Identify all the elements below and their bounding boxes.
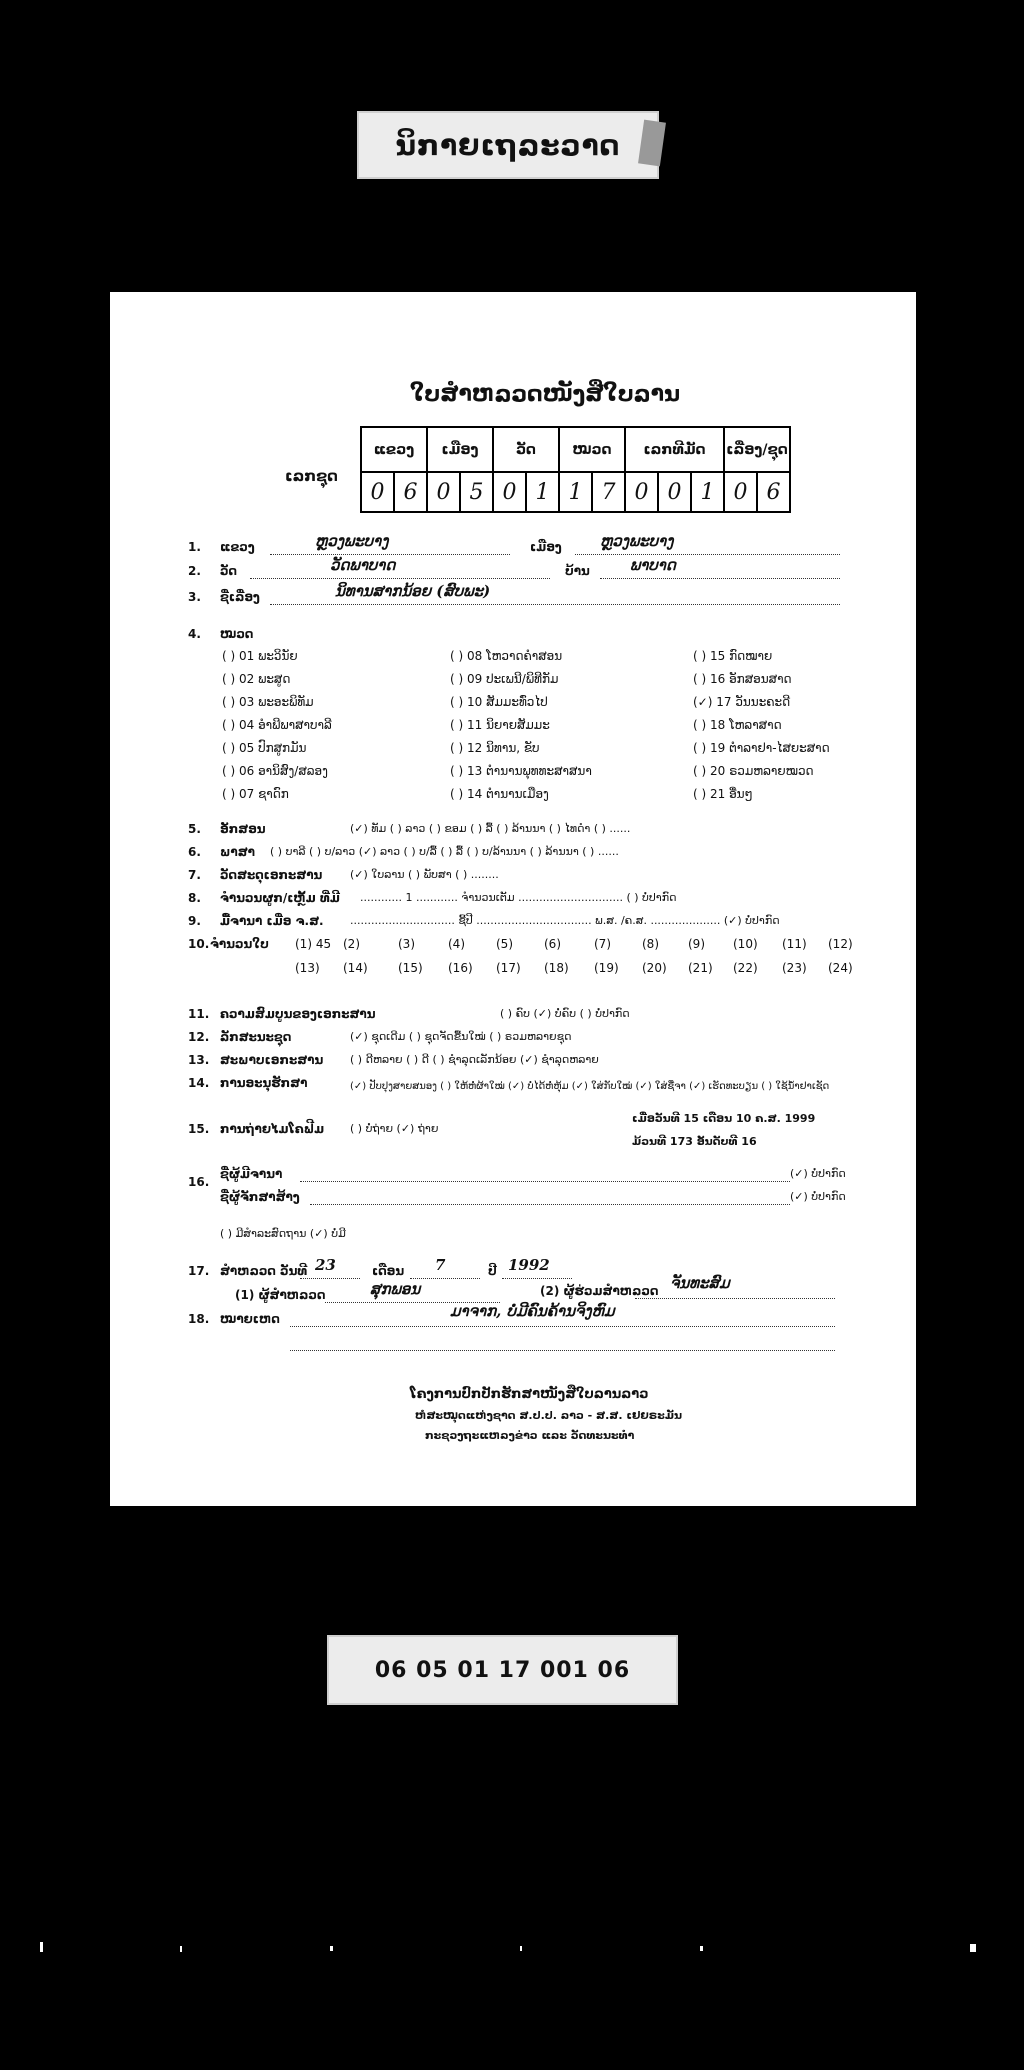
surveyor-value: ສຸກພອນ [370, 1280, 421, 1298]
film-mark [700, 1946, 703, 1951]
row11-label: ຄວາມສົມບູນຂອງເອກະສານ [220, 1007, 376, 1021]
film-mark [180, 1946, 182, 1952]
survey-day: 23 [315, 1256, 336, 1274]
language-options[interactable]: ( ) ບາລີ ( ) ບ/ລາວ (✓) ລາວ ( ) ບ/ລື້ ( ) ລື້ ( ) ບ/ລ້ານນາ ( ) ລ້ານນາ ( ) ...... [270, 845, 619, 858]
category-option[interactable]: ( ) 10 ສັມມະທົ່ວໄປ [450, 695, 548, 709]
code-header: ເລກທີມັດ [625, 427, 724, 472]
row4-num: 4. [188, 627, 201, 641]
row18-num: 18. [188, 1312, 210, 1326]
row17-num: 17. [188, 1264, 210, 1278]
category-option[interactable]: ( ) 21 ອື່ນໆ [693, 787, 753, 801]
helper-value: ຈັນທະສົມ [670, 1274, 730, 1292]
script-options[interactable]: (✓) ທັມ ( ) ລາວ ( ) ຂອມ ( ) ລື້ ( ) ລ້ານນາ ( ) ໄທດຳ ( ) ...... [350, 822, 631, 835]
microfilm-options[interactable]: ( ) ບໍ່ຖ່າຍ (✓) ຖ່າຍ [350, 1122, 439, 1135]
province-value: ຫຼວງພະບາງ [315, 532, 389, 550]
row5-num: 5. [188, 822, 201, 836]
leaf-cell: (8) [642, 937, 659, 951]
survey-form-sheet [110, 292, 916, 1506]
row15-num: 15. [188, 1122, 210, 1136]
leaf-cell: (17) [496, 961, 521, 975]
row15-label: ການຖ່າຍໄມໂຄຟີມ [220, 1122, 325, 1136]
bottom-label-text: 06 05 01 17 001 06 [374, 1657, 631, 1683]
category-option[interactable]: ( ) 19 ຕຳລາຢາ-ໄສຍະສາດ [693, 741, 830, 755]
film-mark [330, 1946, 333, 1951]
row16-num: 16. [188, 1175, 210, 1189]
row13-label: ສະພາບເອກະສານ [220, 1053, 324, 1067]
row4-label: ໝວດ [220, 627, 254, 641]
code-label: ເລກຊຸດ [285, 467, 338, 485]
leaf-cell: (7) [594, 937, 611, 951]
film-mark [40, 1942, 43, 1952]
row16-label2: ຊື່ຜູ້ຈັກສາສ້າງ [220, 1190, 300, 1204]
row9-num: 9. [188, 914, 201, 928]
title-value: ນິທານສາກນ້ອຍ (ສົບພະ) [335, 582, 491, 600]
bottom-label-card [327, 1635, 678, 1705]
row13-num: 13. [188, 1053, 210, 1067]
category-option[interactable]: ( ) 11 ນິຍາຍສັມມະ [450, 718, 550, 732]
row12-label: ລັກສະນະຊຸດ [220, 1030, 292, 1044]
category-option[interactable]: ( ) 15 ກົດໝາຍ [693, 649, 773, 663]
row10-num: 10. [188, 937, 210, 951]
leaf-cell: (11) [782, 937, 807, 951]
leaf-cell: (2) [343, 937, 360, 951]
category-option[interactable]: ( ) 01 ພະວິນັຍ [222, 649, 298, 663]
code-digit: 0 [361, 472, 394, 512]
leaf-cell: (3) [398, 937, 415, 951]
conservation-options[interactable]: (✓) ປັບປຸງສາຍສນອງ ( ) ໃຫ້ຫໍ່ຜ້າໃໝ່ (✓) ບໍ່ໄດ້ຫໍ່ຫຸ້ມ (✓) ໃສ່ກັບໃໝ່ (✓) ໃສ່ຊື່ຈາ (✓) ເຮັດທະບຽນ ( ) ໃຊ້ນ້ຳຢາເຊັດ [350, 1081, 830, 1092]
inscription-date: .............................. ຊີ້ປີ ................................. ພ.ສ. /ຄ.ສ. .................... (✓) ບໍ່ປາກົດ [350, 914, 780, 927]
helper-label: (2) ຜູ້ຮ່ວມສຳຫລວດ [540, 1284, 659, 1298]
row3-label: ຊື່ເລື່ອງ [220, 590, 260, 604]
film-mark [520, 1946, 522, 1951]
category-option[interactable]: ( ) 05 ປົກສູກມັນ [222, 741, 307, 755]
row12-num: 12. [188, 1030, 210, 1044]
category-option[interactable]: ( ) 03 ພະອະພິທັມ [222, 695, 314, 709]
row7-num: 7. [188, 868, 201, 882]
code-digit: 0 [493, 472, 526, 512]
category-option[interactable]: ( ) 04 ອຳພີພາສາບາລີ [222, 718, 332, 732]
leaf-cell: (5) [496, 937, 513, 951]
code-digit: 5 [460, 472, 493, 512]
leaf-cell: (24) [828, 961, 853, 975]
row2-num: 2. [188, 564, 201, 578]
leaf-cell: (10) [733, 937, 758, 951]
row6-num: 6. [188, 845, 201, 859]
footer-line2: ຫໍສະໝຸດແຫ່ງຊາດ ສ.ປ.ປ. ລາວ - ສ.ສ. ເຢຍຣະມັນ [415, 1409, 683, 1422]
tape-strip [638, 120, 666, 167]
row17-label: ສຳຫລວດ ວັນທີ [220, 1264, 308, 1278]
leaf-cell: (14) [343, 961, 368, 975]
row1-num: 1. [188, 540, 201, 554]
row9-label: ມື້ຈານາ ເມື່ອ ຈ.ສ. [220, 914, 324, 928]
row1-label: ແຂວງ [220, 540, 255, 554]
leaf-cell: (18) [544, 961, 569, 975]
form-title: ໃບສຳຫລວດໜັງສືໃບລານ [410, 382, 681, 407]
leaf-cell: (20) [642, 961, 667, 975]
category-option[interactable]: ( ) 13 ຕຳນານພຸທທະສາສນາ [450, 764, 592, 778]
footer-line1: ໂຄງການປົກປັກຮັກສາໜັງສືໃບລານລາວ [410, 1387, 649, 1402]
remarks-value: ມາຈາກ, ບໍ່ມີຄົນຄ້ານຈິງຫົມ [450, 1302, 615, 1320]
leaf-cell: (16) [448, 961, 473, 975]
row11-num: 11. [188, 1007, 210, 1021]
category-option[interactable]: ( ) 02 ພະສູດ [222, 672, 291, 686]
leaf-cell: (9) [688, 937, 705, 951]
code-header: ວັດ [493, 427, 559, 472]
microfilm-roll: ມ້ວນທີ 173 ອັນດັບທີ 16 [632, 1135, 757, 1148]
category-option[interactable]: (✓) 17 ວັນນະຄະດີ [693, 695, 791, 709]
colophon-options[interactable]: ( ) ມີສຳລະສົດຖານ (✓) ບໍ່ມີ [220, 1227, 346, 1240]
row2-label: ວັດ [220, 564, 238, 578]
row10-label: ຈຳນວນໃບ [210, 937, 269, 951]
film-mark [970, 1944, 976, 1952]
top-label-card [357, 111, 659, 179]
code-header: ເລື່ອງ/ຊຸດ [724, 427, 790, 472]
row7-label: ວັດສະດຸເອກະສານ [220, 868, 323, 882]
category-option[interactable]: ( ) 08 ໂຫວາດຄຳສອນ [450, 649, 563, 663]
code-digit: 0 [724, 472, 757, 512]
leaf-cell: (12) [828, 937, 853, 951]
category-option[interactable]: ( ) 16 ອັກສອນສາດ [693, 672, 792, 686]
row16-label1: ຊື່ຜູ້ມີຈານາ [220, 1167, 283, 1181]
condition-options[interactable]: ( ) ດີຫລາຍ ( ) ດີ ( ) ຊຳລຸດເລັກນ້ອຍ (✓) ຊຳລຸດຫລາຍ [350, 1053, 599, 1066]
row6-label: ພາສາ [220, 845, 255, 859]
code-digit: 6 [394, 472, 427, 512]
code-header: ໝວດ [559, 427, 625, 472]
category-option[interactable]: ( ) 09 ປະເພນີ/ພິທີກັມ [450, 672, 559, 686]
leaf-cell: (6) [544, 937, 561, 951]
category-option[interactable]: ( ) 18 ໂຫລາສາດ [693, 718, 782, 732]
month-label: ເດືອນ [372, 1264, 405, 1278]
category-option[interactable]: ( ) 07 ຊາດົກ [222, 787, 289, 801]
code-table [360, 426, 791, 513]
code-digit: 0 [658, 472, 691, 512]
year-label: ປີ [488, 1264, 497, 1278]
leaf-cell: (19) [594, 961, 619, 975]
row14-num: 14. [188, 1076, 210, 1090]
surveyor-label: (1) ຜູ້ສຳຫລວດ [235, 1288, 326, 1302]
row5-label: ອັກສອນ [220, 822, 266, 836]
row3-num: 3. [188, 590, 201, 604]
code-digit: 1 [526, 472, 559, 512]
category-option[interactable]: ( ) 12 ນິທານ, ຂັບ [450, 741, 540, 755]
leaf-cell: (1) 45 [295, 937, 332, 951]
village-value: ພາບາດ [630, 556, 676, 574]
code-digit: 6 [757, 472, 790, 512]
completeness-options[interactable]: ( ) ຄົບ (✓) ບໍ່ຄົບ ( ) ບໍ່ປາກົດ [500, 1007, 630, 1020]
code-header: ເມືອງ [427, 427, 493, 472]
row1-label2: ເມືອງ [530, 540, 562, 554]
code-digit: 1 [559, 472, 592, 512]
category-option[interactable]: ( ) 20 ຣວມຫລາຍໝວດ [693, 764, 814, 778]
survey-month: 7 [435, 1256, 446, 1274]
footer-line3: ກະຊວງຖະແຫລງຂ່າວ ແລະ ວັດທະນະທຳ [425, 1429, 635, 1442]
category-option[interactable]: ( ) 06 ອານິສົງ/ສລອງ [222, 764, 328, 778]
set-type-options[interactable]: (✓) ຊຸດເດີມ ( ) ຊຸດຈັດຂື້ນໃໝ່ ( ) ຣວມຫລາຍຊຸດ [350, 1030, 572, 1043]
row8-label: ຈຳນວນຜູກ/ເຫຼັ້ມ ທີ່ມີ [220, 891, 340, 905]
microfilm-date: ເມື່ອວັນທີ 15 ເດືອນ 10 ຄ.ສ. 1999 [632, 1112, 816, 1125]
bundle-count: ............ 1 ............ ຈຳນວນເຕັມ .............................. ( ) ບໍ່ປາກົດ [360, 891, 677, 904]
district-value: ຫຼວງພະບາງ [600, 532, 674, 550]
leaf-cell: (22) [733, 961, 758, 975]
category-option[interactable]: ( ) 14 ຕຳນານເມືອງ [450, 787, 549, 801]
leaf-cell: (23) [782, 961, 807, 975]
code-digit: 1 [691, 472, 724, 512]
leaf-cell: (15) [398, 961, 423, 975]
top-label-text: ນິກາຍເຖລະວາດ [395, 128, 621, 162]
row2-label2: ບ້ານ [565, 564, 590, 578]
scribe-unknown[interactable]: (✓) ບໍ່ປາກົດ [790, 1190, 846, 1203]
leaf-cell: (13) [295, 961, 320, 975]
survey-year: 1992 [508, 1256, 550, 1274]
material-options[interactable]: (✓) ໃບລານ ( ) ພັບສາ ( ) ........ [350, 868, 499, 881]
code-digit: 0 [427, 472, 460, 512]
code-header: ແຂວງ [361, 427, 427, 472]
donor-unknown[interactable]: (✓) ບໍ່ປາກົດ [790, 1167, 846, 1180]
leaf-cell: (4) [448, 937, 465, 951]
row8-num: 8. [188, 891, 201, 905]
leaf-cell: (21) [688, 961, 713, 975]
row14-label: ການອະນຸຮັກສາ [220, 1076, 308, 1090]
code-digit: 0 [625, 472, 658, 512]
code-digit: 7 [592, 472, 625, 512]
row18-label: ໝາຍເຫດ [220, 1312, 280, 1326]
temple-value: ວັດພາບາດ [330, 556, 396, 574]
